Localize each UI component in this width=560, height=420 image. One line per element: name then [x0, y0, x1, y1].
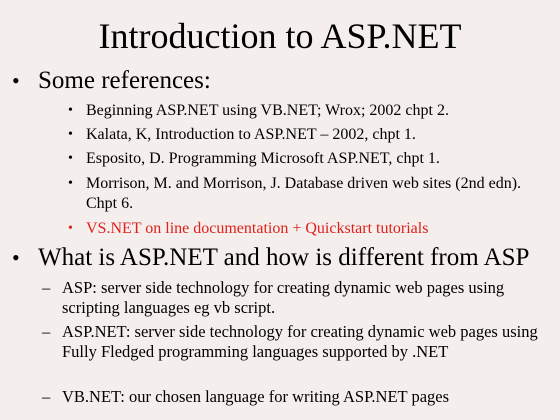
definition-item	[42, 387, 552, 407]
bullet-dot-icon: •	[68, 151, 73, 166]
reference-text: VS.NET on line documentation + Quickstart tutorials	[86, 220, 429, 237]
reference-item	[68, 174, 556, 214]
definition-text: ASP: server side technology for creating dynamic web pages using scripting languages eg vb script.	[62, 278, 505, 317]
bullet-dot-icon: •	[68, 127, 73, 142]
dash-bullet-icon: –	[42, 387, 51, 406]
reference-item	[68, 125, 556, 145]
definition-item	[42, 322, 552, 362]
reference-item	[68, 101, 556, 121]
bullet-what-is-aspnet	[12, 243, 529, 273]
bullet-dot-icon: •	[68, 176, 73, 191]
definition-text: VB.NET: our chosen language for writing ASP.NET pages	[62, 387, 450, 406]
bullet-dot-icon: •	[68, 103, 73, 118]
reference-text: Morrison, M. and Morrison, J. Database driven web sites (2nd edn). Chpt 6.	[86, 175, 522, 212]
dash-bullet-icon: –	[42, 322, 51, 341]
bullet-dot-icon: •	[12, 68, 20, 93]
reference-item-highlighted	[68, 219, 556, 239]
reference-text: Kalata, K, Introduction to ASP.NET – 2002, chpt 1.	[86, 126, 416, 143]
what-is-heading: What is ASP.NET and how is different from ASP	[38, 244, 530, 271]
bullet-dot-icon: •	[68, 221, 73, 236]
bullet-some-references	[12, 66, 211, 96]
reference-item	[68, 149, 556, 169]
bullet-dot-icon: •	[12, 245, 20, 270]
reference-text: Esposito, D. Programming Microsoft ASP.NET, chpt 1.	[86, 150, 440, 167]
definition-item	[42, 278, 552, 318]
dash-bullet-icon: –	[42, 278, 51, 297]
definition-text: ASP.NET: server side technology for creating dynamic web pages using Fully Fledged programming languages supported by .NET	[62, 322, 538, 361]
reference-text: Beginning ASP.NET using VB.NET; Wrox; 2002 chpt 2.	[86, 102, 449, 119]
references-heading: Some references:	[38, 67, 211, 94]
slide-title: Introduction to ASP.NET	[98, 16, 462, 56]
